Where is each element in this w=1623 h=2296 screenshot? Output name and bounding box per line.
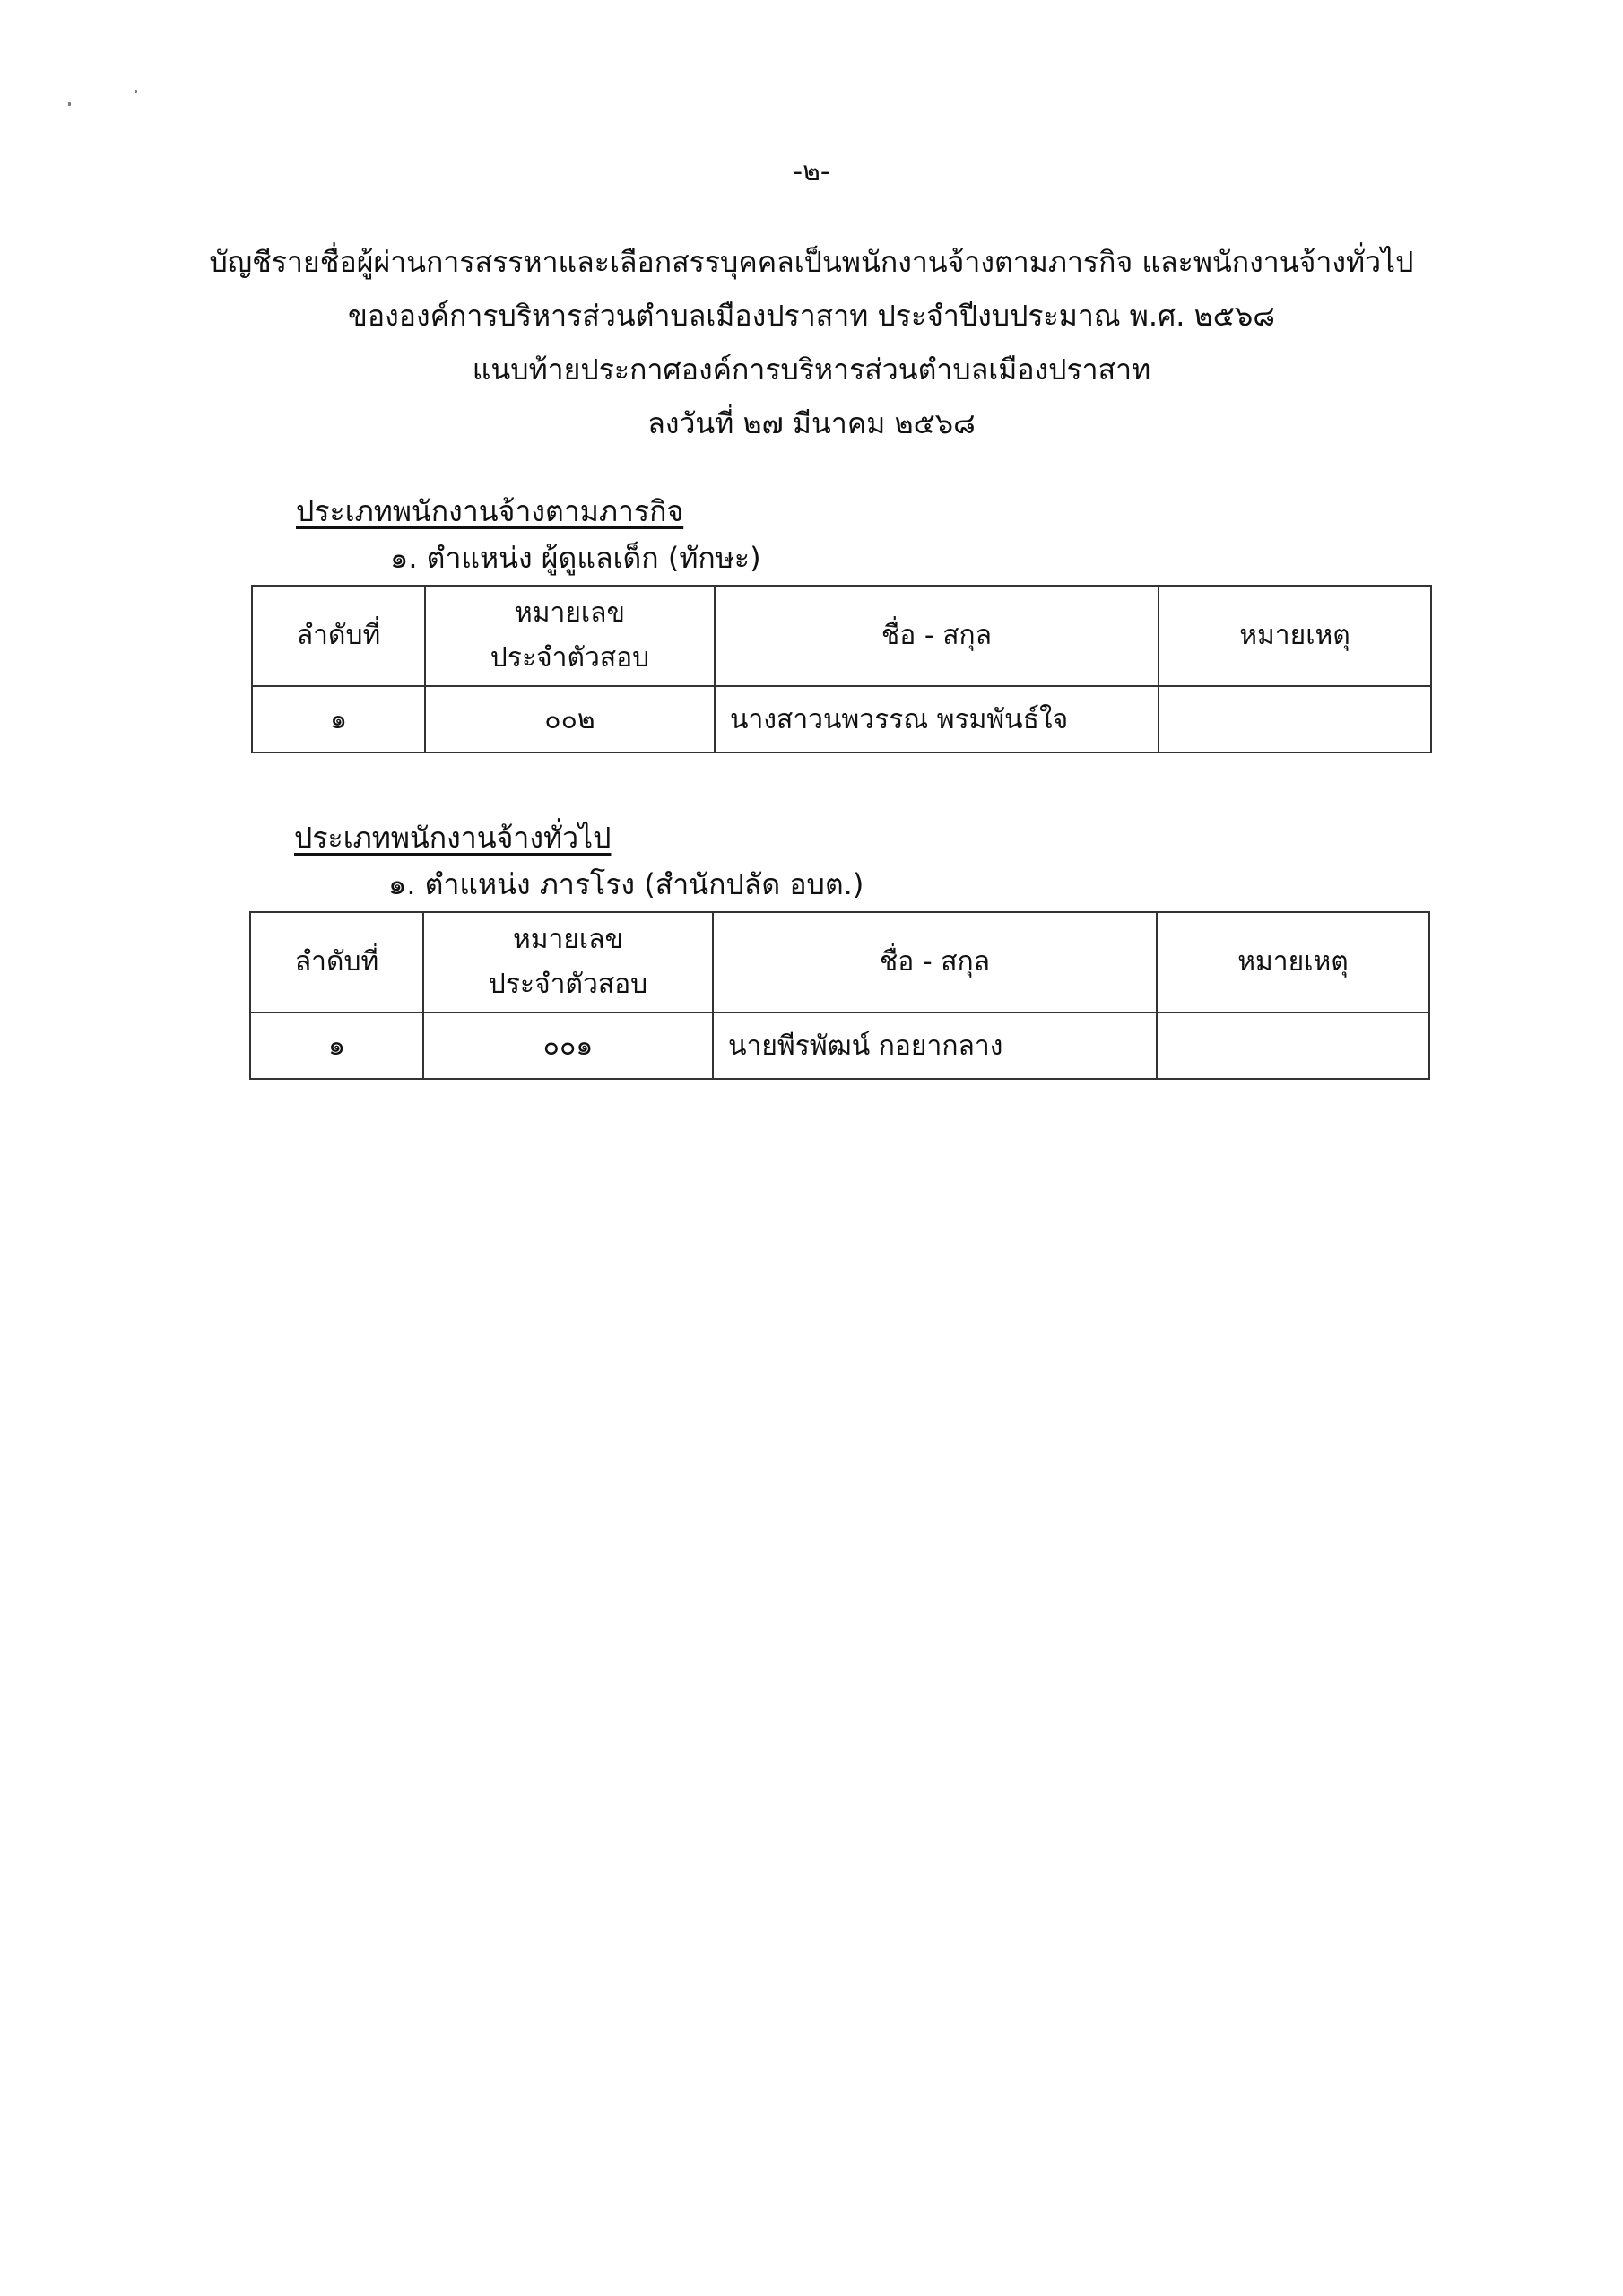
header-exam-id-line2: ประจำตัวสอบ (488, 969, 648, 1000)
header-exam-id-line1: หมายเลข (514, 597, 626, 629)
scan-speck (135, 90, 137, 93)
position-title: ๑. ตำแหน่ง ภารโรง (สำนักปลัด อบต.) (388, 867, 864, 901)
title-line: ขององค์การบริหารส่วนตำบลเมืองปราสาท ประจำปีงบประมาณ พ.ศ. ๒๕๖๘ (348, 299, 1275, 333)
page-number: -๒- (793, 156, 830, 187)
header-exam-id-line1: หมายเลข (512, 924, 624, 955)
table-header-row (252, 586, 1431, 686)
cell-name: นางสาวนพวรรณ พรมพันธ์ใจ (715, 686, 1159, 752)
table-header-row (250, 912, 1429, 1013)
cell-remark (1159, 686, 1431, 752)
section-mission-employee (251, 491, 1430, 753)
header-order: ลำดับที่ (250, 912, 423, 1013)
header-remark: หมายเหตุ (1159, 586, 1431, 686)
header-name: ชื่อ - สกุล (713, 912, 1157, 1013)
section-heading: ประเภทพนักงานจ้างทั่วไป (294, 821, 612, 855)
cell-remark (1157, 1013, 1429, 1079)
header-remark: หมายเหตุ (1157, 912, 1429, 1013)
header-order: ลำดับที่ (252, 586, 425, 686)
document-title (0, 235, 1623, 450)
candidate-table (251, 585, 1432, 753)
section-general-employee (249, 818, 1428, 1080)
title-line: ลงวันที่ ๒๗ มีนาคม ๒๕๖๘ (647, 406, 976, 440)
header-name: ชื่อ - สกุล (715, 586, 1159, 686)
title-line: บัญชีรายชื่อผู้ผ่านการสรรหาและเลือกสรรบุคคลเป็นพนักงานจ้างตามภารกิจ และพนักงานจ้างทั่วไป (209, 245, 1414, 279)
table-row (252, 686, 1431, 752)
header-exam-id (423, 912, 713, 1013)
scan-speck (68, 102, 71, 106)
table-row (250, 1013, 1429, 1079)
title-line: แนบท้ายประกาศองค์การบริหารส่วนตำบลเมืองปราสาท (472, 352, 1151, 387)
cell-exam-id: ๐๐๑ (423, 1013, 713, 1079)
header-exam-id-line2: ประจำตัวสอบ (490, 642, 650, 674)
header-exam-id (425, 586, 715, 686)
section-heading: ประเภทพนักงานจ้างตามภารกิจ (296, 494, 684, 528)
cell-order: ๑ (250, 1013, 423, 1079)
cell-name: นายพีรพัฒน์ กอยากลาง (713, 1013, 1157, 1079)
cell-exam-id: ๐๐๒ (425, 686, 715, 752)
candidate-table (249, 911, 1430, 1080)
position-title: ๑. ตำแหน่ง ผู้ดูแลเด็ก (ทักษะ) (390, 541, 761, 575)
cell-order: ๑ (252, 686, 425, 752)
